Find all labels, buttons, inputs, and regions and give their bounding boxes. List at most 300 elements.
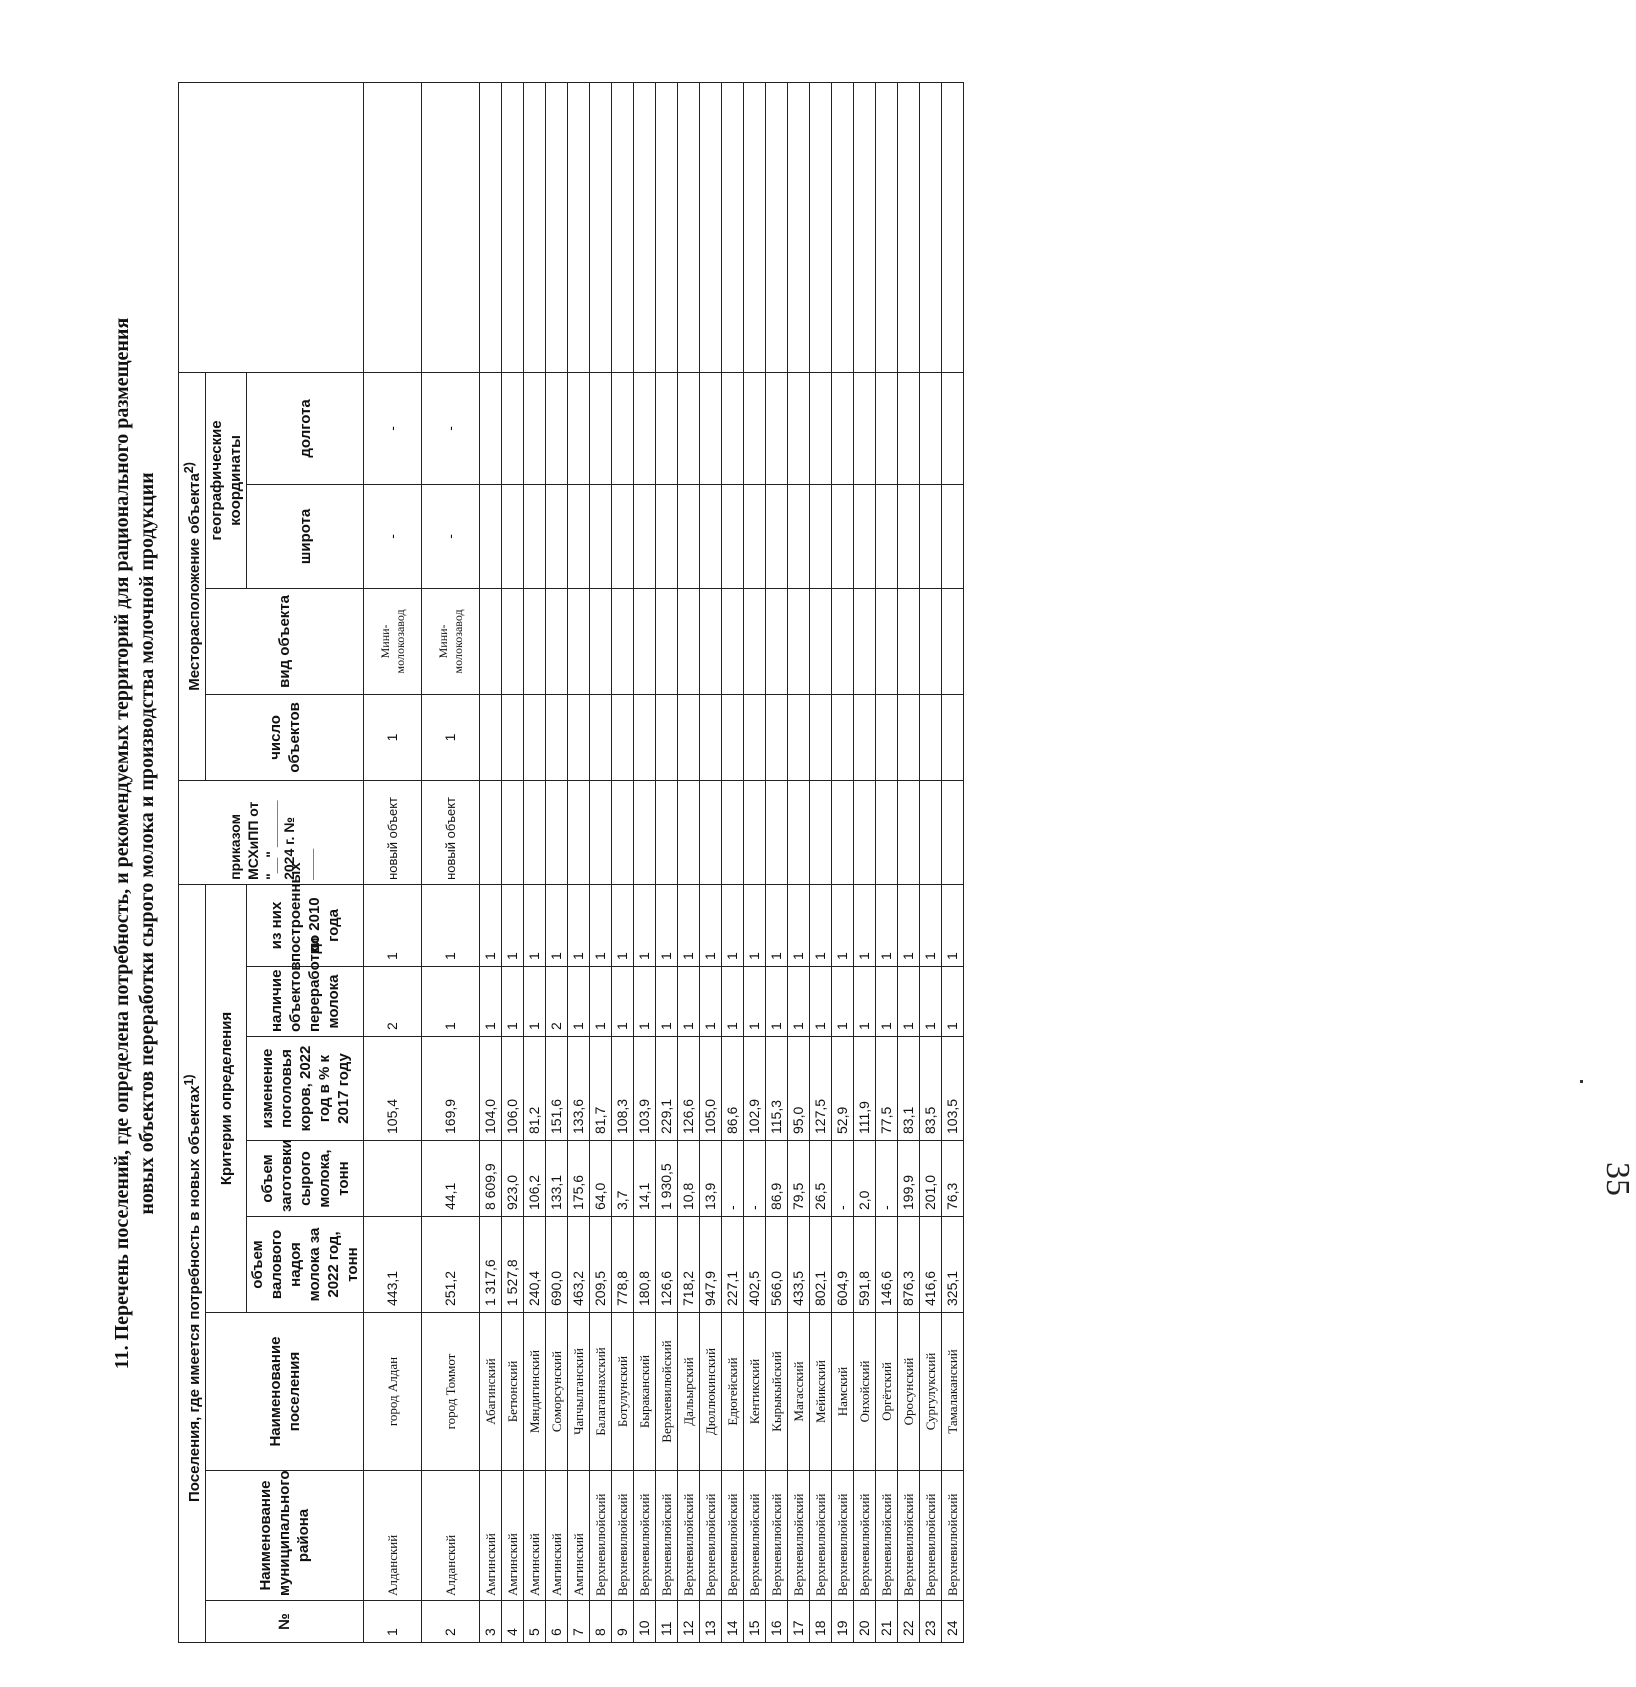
object-count-header: число объектов bbox=[206, 694, 364, 780]
herd-change-cell: 103,5 bbox=[942, 1037, 964, 1141]
milk-volume-header: объем валового надоя молока за 2022 год, тонн bbox=[247, 1217, 364, 1313]
table-row bbox=[656, 82, 678, 1642]
built-before-2010-cell: 1 bbox=[876, 884, 898, 966]
object-count-cell bbox=[854, 694, 876, 780]
table-row bbox=[876, 82, 898, 1642]
settlement-cell: Верхневилюйский bbox=[656, 1313, 678, 1471]
longitude-cell bbox=[766, 372, 788, 484]
plants-presence-cell: 1 bbox=[766, 967, 788, 1037]
built-before-2010-cell: 1 bbox=[722, 884, 744, 966]
procurement-cell: - bbox=[722, 1141, 744, 1217]
procurement-cell: 86,9 bbox=[766, 1141, 788, 1217]
latitude-cell bbox=[634, 484, 656, 588]
procurement-cell: - bbox=[832, 1141, 854, 1217]
settlement-cell: Абагинский bbox=[480, 1313, 502, 1471]
geo-coords-header: географические координаты bbox=[206, 372, 247, 588]
district-cell: Верхневилюйский bbox=[700, 1471, 722, 1601]
procurement-cell bbox=[364, 1141, 422, 1217]
latitude-cell bbox=[502, 484, 524, 588]
blank-column-cell bbox=[612, 82, 634, 372]
object-count-cell bbox=[722, 694, 744, 780]
latitude-cell bbox=[920, 484, 942, 588]
district-cell: Верхневилюйский bbox=[722, 1471, 744, 1601]
plants-presence-cell: 1 bbox=[876, 967, 898, 1037]
object-type-cell bbox=[832, 588, 854, 694]
object-type-cell bbox=[920, 588, 942, 694]
object-count-cell bbox=[700, 694, 722, 780]
plants-presence-cell: 1 bbox=[634, 967, 656, 1037]
object-type-cell bbox=[898, 588, 920, 694]
built-before-2010-cell: 1 bbox=[920, 884, 942, 966]
settlement-cell: Дальырский bbox=[678, 1313, 700, 1471]
latitude-cell bbox=[788, 484, 810, 588]
table-row bbox=[590, 82, 612, 1642]
longitude-cell bbox=[612, 372, 634, 484]
object-count-cell bbox=[568, 694, 590, 780]
settlement-cell: город Алдан bbox=[364, 1313, 422, 1471]
object-count-cell bbox=[612, 694, 634, 780]
object-count-cell bbox=[788, 694, 810, 780]
milk-volume-cell: 251,2 bbox=[422, 1217, 480, 1313]
plants-presence-header: наличие объектов переработки молока bbox=[247, 967, 364, 1037]
object-type-cell: Мини-молокозавод bbox=[422, 588, 480, 694]
procurement-cell: 3,7 bbox=[612, 1141, 634, 1217]
herd-change-cell: 77,5 bbox=[876, 1037, 898, 1141]
longitude-cell bbox=[700, 372, 722, 484]
district-cell: Амгинский bbox=[568, 1471, 590, 1601]
row-number-cell: 15 bbox=[744, 1601, 766, 1643]
procurement-cell: 14,1 bbox=[634, 1141, 656, 1217]
settlement-cell: Бетюнский bbox=[502, 1313, 524, 1471]
blank-column-cell bbox=[502, 82, 524, 372]
procurement-cell: 8 609,9 bbox=[480, 1141, 502, 1217]
table-row bbox=[678, 82, 700, 1642]
herd-change-cell: 133,6 bbox=[568, 1037, 590, 1141]
district-cell: Верхневилюйский bbox=[656, 1471, 678, 1601]
settlement-cell: Кырыкыйский bbox=[766, 1313, 788, 1471]
herd-change-header: изменение поголовья коров, 2022 год в % к 2017 году bbox=[247, 1037, 364, 1141]
row-number-cell: 2 bbox=[422, 1601, 480, 1643]
order-cell bbox=[612, 780, 634, 884]
built-before-2010-cell: 1 bbox=[942, 884, 964, 966]
plants-presence-cell: 2 bbox=[546, 967, 568, 1037]
plants-presence-cell: 1 bbox=[722, 967, 744, 1037]
row-number-cell: 14 bbox=[722, 1601, 744, 1643]
blank-column-cell bbox=[920, 82, 942, 372]
latitude-cell bbox=[898, 484, 920, 588]
built-before-2010-header: из них построенных до 2010 года bbox=[247, 884, 364, 966]
milk-volume-cell: 690,0 bbox=[546, 1217, 568, 1313]
longitude-cell bbox=[876, 372, 898, 484]
num-header: № bbox=[206, 1601, 364, 1643]
latitude-cell: - bbox=[364, 484, 422, 588]
latitude-cell bbox=[590, 484, 612, 588]
object-type-cell bbox=[524, 588, 546, 694]
object-count-cell bbox=[656, 694, 678, 780]
row-number-cell: 23 bbox=[920, 1601, 942, 1643]
built-before-2010-cell: 1 bbox=[502, 884, 524, 966]
table-row bbox=[832, 82, 854, 1642]
procurement-cell: 26,5 bbox=[810, 1141, 832, 1217]
settlement-cell: Магасский bbox=[788, 1313, 810, 1471]
herd-change-cell: 103,9 bbox=[634, 1037, 656, 1141]
settlement-cell: Оргётский bbox=[876, 1313, 898, 1471]
procurement-cell: 133,1 bbox=[546, 1141, 568, 1217]
latitude-cell bbox=[942, 484, 964, 588]
procurement-cell: 10,8 bbox=[678, 1141, 700, 1217]
table-row bbox=[810, 82, 832, 1642]
order-cell bbox=[678, 780, 700, 884]
blank-column-cell bbox=[700, 82, 722, 372]
plants-presence-cell: 1 bbox=[656, 967, 678, 1037]
latitude-cell bbox=[876, 484, 898, 588]
table-row bbox=[480, 82, 502, 1642]
latitude-header: широта bbox=[247, 484, 364, 588]
plants-presence-cell: 1 bbox=[788, 967, 810, 1037]
object-type-cell bbox=[634, 588, 656, 694]
row-number-cell: 4 bbox=[502, 1601, 524, 1643]
object-count-cell bbox=[876, 694, 898, 780]
settlement-cell: Сургулукский bbox=[920, 1313, 942, 1471]
row-number-cell: 1 bbox=[364, 1601, 422, 1643]
blank-column-cell bbox=[656, 82, 678, 372]
procurement-cell: 201,0 bbox=[920, 1141, 942, 1217]
latitude-cell bbox=[524, 484, 546, 588]
built-before-2010-cell: 1 bbox=[788, 884, 810, 966]
object-type-cell bbox=[810, 588, 832, 694]
order-cell bbox=[876, 780, 898, 884]
district-cell: Верхневилюйский bbox=[612, 1471, 634, 1601]
procurement-cell: 79,5 bbox=[788, 1141, 810, 1217]
plants-presence-cell: 1 bbox=[502, 967, 524, 1037]
object-count-cell bbox=[832, 694, 854, 780]
built-before-2010-cell: 1 bbox=[546, 884, 568, 966]
criteria-group-header: Критерии определения bbox=[206, 884, 247, 1312]
settlement-cell: Онхойский bbox=[854, 1313, 876, 1471]
built-before-2010-cell: 1 bbox=[898, 884, 920, 966]
table-row bbox=[722, 82, 744, 1642]
table-row bbox=[898, 82, 920, 1642]
plants-presence-cell: 2 bbox=[364, 967, 422, 1037]
built-before-2010-cell: 1 bbox=[590, 884, 612, 966]
longitude-cell: - bbox=[364, 372, 422, 484]
milk-volume-cell: 209,5 bbox=[590, 1217, 612, 1313]
document-title-line-1: 11. Перечень поселений, где определена потребность, и рекомендуемых территорий для рационального размещения bbox=[111, 317, 133, 1370]
district-cell: Амгинский bbox=[524, 1471, 546, 1601]
order-cell bbox=[700, 780, 722, 884]
longitude-header: долгота bbox=[247, 372, 364, 484]
latitude-cell bbox=[854, 484, 876, 588]
herd-change-cell: 108,3 bbox=[612, 1037, 634, 1141]
district-cell: Амгинский bbox=[546, 1471, 568, 1601]
table-row bbox=[546, 82, 568, 1642]
settlement-cell: Балаганнахский bbox=[590, 1313, 612, 1471]
object-type-cell bbox=[678, 588, 700, 694]
herd-change-cell: 111,9 bbox=[854, 1037, 876, 1141]
latitude-cell bbox=[700, 484, 722, 588]
latitude-cell bbox=[546, 484, 568, 588]
object-type-cell bbox=[854, 588, 876, 694]
settlement-cell: Намский bbox=[832, 1313, 854, 1471]
plants-presence-cell: 1 bbox=[744, 967, 766, 1037]
herd-change-cell: 105,4 bbox=[364, 1037, 422, 1141]
latitude-cell bbox=[568, 484, 590, 588]
settlement-cell: город Томмот bbox=[422, 1313, 480, 1471]
procurement-cell: 64,0 bbox=[590, 1141, 612, 1217]
latitude-cell bbox=[766, 484, 788, 588]
blank-column-cell bbox=[678, 82, 700, 372]
object-count-cell bbox=[524, 694, 546, 780]
district-cell: Алданский bbox=[422, 1471, 480, 1601]
district-cell: Алданский bbox=[364, 1471, 422, 1601]
latitude-cell bbox=[656, 484, 678, 588]
blank-column-cell bbox=[524, 82, 546, 372]
latitude-cell bbox=[678, 484, 700, 588]
plants-presence-cell: 1 bbox=[810, 967, 832, 1037]
blank-column-cell bbox=[832, 82, 854, 372]
built-before-2010-cell: 1 bbox=[364, 884, 422, 966]
table-row bbox=[422, 82, 480, 1642]
order-cell bbox=[524, 780, 546, 884]
object-count-cell bbox=[634, 694, 656, 780]
longitude-cell bbox=[722, 372, 744, 484]
row-number-cell: 13 bbox=[700, 1601, 722, 1643]
built-before-2010-cell: 1 bbox=[678, 884, 700, 966]
herd-change-cell: 126,6 bbox=[678, 1037, 700, 1141]
milk-volume-cell: 416,6 bbox=[920, 1217, 942, 1313]
object-type-cell bbox=[656, 588, 678, 694]
milk-volume-cell: 433,5 bbox=[788, 1217, 810, 1313]
district-cell: Амгинский bbox=[480, 1471, 502, 1601]
plants-presence-cell: 1 bbox=[854, 967, 876, 1037]
page-number-mark: 35 bbox=[1599, 1162, 1636, 1196]
herd-change-cell: 52,9 bbox=[832, 1037, 854, 1141]
district-cell: Верхневилюйский bbox=[766, 1471, 788, 1601]
built-before-2010-cell: 1 bbox=[766, 884, 788, 966]
built-before-2010-cell: 1 bbox=[700, 884, 722, 966]
herd-change-cell: 102,9 bbox=[744, 1037, 766, 1141]
location-group-header: Месторасположение объекта$^{2)}$ bbox=[179, 372, 206, 780]
row-number-cell: 16 bbox=[766, 1601, 788, 1643]
herd-change-cell: 81,7 bbox=[590, 1037, 612, 1141]
built-before-2010-cell: 1 bbox=[810, 884, 832, 966]
longitude-cell bbox=[678, 372, 700, 484]
blank-column-cell bbox=[568, 82, 590, 372]
object-type-cell bbox=[788, 588, 810, 694]
plants-presence-cell: 1 bbox=[920, 967, 942, 1037]
built-before-2010-cell: 1 bbox=[568, 884, 590, 966]
row-number-cell: 20 bbox=[854, 1601, 876, 1643]
herd-change-cell: 151,6 bbox=[546, 1037, 568, 1141]
object-count-cell bbox=[480, 694, 502, 780]
milk-volume-cell: 778,8 bbox=[612, 1217, 634, 1313]
settlement-cell: Быраканский bbox=[634, 1313, 656, 1471]
district-cell: Верхневилюйский bbox=[854, 1471, 876, 1601]
order-cell: новый объект bbox=[422, 780, 480, 884]
blank-column-header bbox=[179, 82, 364, 372]
table-row bbox=[524, 82, 546, 1642]
herd-change-cell: 95,0 bbox=[788, 1037, 810, 1141]
plants-presence-cell: 1 bbox=[480, 967, 502, 1037]
longitude-cell bbox=[480, 372, 502, 484]
blank-column-cell bbox=[876, 82, 898, 372]
blank-column-cell bbox=[546, 82, 568, 372]
longitude-cell: - bbox=[422, 372, 480, 484]
milk-volume-cell: 443,1 bbox=[364, 1217, 422, 1313]
object-type-cell: Мини-молокозавод bbox=[364, 588, 422, 694]
object-count-cell: 1 bbox=[364, 694, 422, 780]
plants-presence-cell: 1 bbox=[568, 967, 590, 1037]
latitude-cell bbox=[480, 484, 502, 588]
order-cell bbox=[568, 780, 590, 884]
table-row bbox=[502, 82, 524, 1642]
built-before-2010-cell: 1 bbox=[854, 884, 876, 966]
object-type-cell bbox=[612, 588, 634, 694]
order-cell bbox=[722, 780, 744, 884]
plants-presence-cell: 1 bbox=[422, 967, 480, 1037]
milk-volume-cell: 146,6 bbox=[876, 1217, 898, 1313]
longitude-cell bbox=[634, 372, 656, 484]
longitude-cell bbox=[788, 372, 810, 484]
table-row bbox=[766, 82, 788, 1642]
order-cell bbox=[788, 780, 810, 884]
procurement-cell: 13,9 bbox=[700, 1141, 722, 1217]
table-row bbox=[634, 82, 656, 1642]
plants-presence-cell: 1 bbox=[524, 967, 546, 1037]
object-type-cell bbox=[876, 588, 898, 694]
row-number-cell: 22 bbox=[898, 1601, 920, 1643]
object-count-cell bbox=[678, 694, 700, 780]
row-number-cell: 9 bbox=[612, 1601, 634, 1643]
order-cell bbox=[502, 780, 524, 884]
longitude-cell bbox=[898, 372, 920, 484]
herd-change-cell: 83,5 bbox=[920, 1037, 942, 1141]
settlement-cell: Ботулунский bbox=[612, 1313, 634, 1471]
object-type-cell bbox=[590, 588, 612, 694]
table-row bbox=[744, 82, 766, 1642]
milk-volume-cell: 180,8 bbox=[634, 1217, 656, 1313]
milk-volume-cell: 876,3 bbox=[898, 1217, 920, 1313]
settlements-group-header: Поселения, где имеется потребность в новых объектах$^{1)}$ bbox=[179, 884, 206, 1642]
settlement-cell: Соморсунский bbox=[546, 1313, 568, 1471]
object-count-cell bbox=[942, 694, 964, 780]
plants-presence-cell: 1 bbox=[612, 967, 634, 1037]
order-cell bbox=[854, 780, 876, 884]
blank-column-cell bbox=[810, 82, 832, 372]
longitude-cell bbox=[942, 372, 964, 484]
plants-presence-cell: 1 bbox=[590, 967, 612, 1037]
longitude-cell bbox=[744, 372, 766, 484]
built-before-2010-cell: 1 bbox=[656, 884, 678, 966]
order-cell bbox=[744, 780, 766, 884]
milk-volume-cell: 566,0 bbox=[766, 1217, 788, 1313]
milk-volume-cell: 463,2 bbox=[568, 1217, 590, 1313]
row-number-cell: 11 bbox=[656, 1601, 678, 1643]
procurement-cell: 1 930,5 bbox=[656, 1141, 678, 1217]
row-number-cell: 18 bbox=[810, 1601, 832, 1643]
blank-column-cell bbox=[364, 82, 422, 372]
object-type-cell bbox=[942, 588, 964, 694]
object-type-cell bbox=[502, 588, 524, 694]
table-row bbox=[568, 82, 590, 1642]
table-row bbox=[854, 82, 876, 1642]
latitude-cell bbox=[744, 484, 766, 588]
settlement-cell: Тамалаканский bbox=[942, 1313, 964, 1471]
milk-volume-cell: 947,9 bbox=[700, 1217, 722, 1313]
order-cell bbox=[898, 780, 920, 884]
herd-change-cell: 105,0 bbox=[700, 1037, 722, 1141]
built-before-2010-cell: 1 bbox=[422, 884, 480, 966]
longitude-cell bbox=[854, 372, 876, 484]
scan-speck bbox=[1580, 1080, 1583, 1083]
object-type-cell bbox=[722, 588, 744, 694]
order-cell bbox=[546, 780, 568, 884]
procurement-cell: 76,3 bbox=[942, 1141, 964, 1217]
herd-change-cell: 83,1 bbox=[898, 1037, 920, 1141]
blank-column-cell bbox=[898, 82, 920, 372]
blank-column-cell bbox=[744, 82, 766, 372]
table-row bbox=[942, 82, 964, 1642]
order-header: приказом МСХиПП от "__" ______ 2024 г. № ____ bbox=[179, 780, 364, 884]
object-type-cell bbox=[568, 588, 590, 694]
order-cell: новый объект bbox=[364, 780, 422, 884]
district-cell: Верхневилюйский bbox=[898, 1471, 920, 1601]
order-cell bbox=[480, 780, 502, 884]
herd-change-cell: 106,0 bbox=[502, 1037, 524, 1141]
table-row bbox=[700, 82, 722, 1642]
document-title-line-2: новых объектов переработки сырого молока и производства молочной продукции bbox=[136, 472, 158, 1215]
milk-volume-cell: 718,2 bbox=[678, 1217, 700, 1313]
herd-change-cell: 115,3 bbox=[766, 1037, 788, 1141]
table-row bbox=[364, 82, 422, 1642]
herd-change-cell: 81,2 bbox=[524, 1037, 546, 1141]
order-cell bbox=[920, 780, 942, 884]
built-before-2010-cell: 1 bbox=[634, 884, 656, 966]
procurement-cell: - bbox=[876, 1141, 898, 1217]
settlement-cell: Кентикский bbox=[744, 1313, 766, 1471]
district-cell: Верхневилюйский bbox=[590, 1471, 612, 1601]
milk-volume-cell: 126,6 bbox=[656, 1217, 678, 1313]
settlement-cell: Чапчылганский bbox=[568, 1313, 590, 1471]
settlement-cell: Оросунский bbox=[898, 1313, 920, 1471]
longitude-cell bbox=[568, 372, 590, 484]
object-count-cell bbox=[898, 694, 920, 780]
settlement-cell: Мейикский bbox=[810, 1313, 832, 1471]
longitude-cell bbox=[590, 372, 612, 484]
procurement-cell: 199,9 bbox=[898, 1141, 920, 1217]
milk-volume-cell: 325,1 bbox=[942, 1217, 964, 1313]
settlement-cell: Дюллюкинский bbox=[700, 1313, 722, 1471]
blank-column-cell bbox=[854, 82, 876, 372]
object-count-cell bbox=[744, 694, 766, 780]
longitude-cell bbox=[832, 372, 854, 484]
row-number-cell: 5 bbox=[524, 1601, 546, 1643]
milk-volume-cell: 402,5 bbox=[744, 1217, 766, 1313]
row-number-cell: 19 bbox=[832, 1601, 854, 1643]
procurement-cell: 106,2 bbox=[524, 1141, 546, 1217]
plants-presence-cell: 1 bbox=[700, 967, 722, 1037]
district-cell: Верхневилюйский bbox=[832, 1471, 854, 1601]
blank-column-cell bbox=[722, 82, 744, 372]
object-count-cell bbox=[766, 694, 788, 780]
order-cell bbox=[832, 780, 854, 884]
table-body bbox=[364, 82, 964, 1642]
district-header: Наименование муниципального района bbox=[206, 1471, 364, 1601]
object-count-cell: 1 bbox=[422, 694, 480, 780]
procurement-cell: 923,0 bbox=[502, 1141, 524, 1217]
row-number-cell: 6 bbox=[546, 1601, 568, 1643]
herd-change-cell: 127,5 bbox=[810, 1037, 832, 1141]
